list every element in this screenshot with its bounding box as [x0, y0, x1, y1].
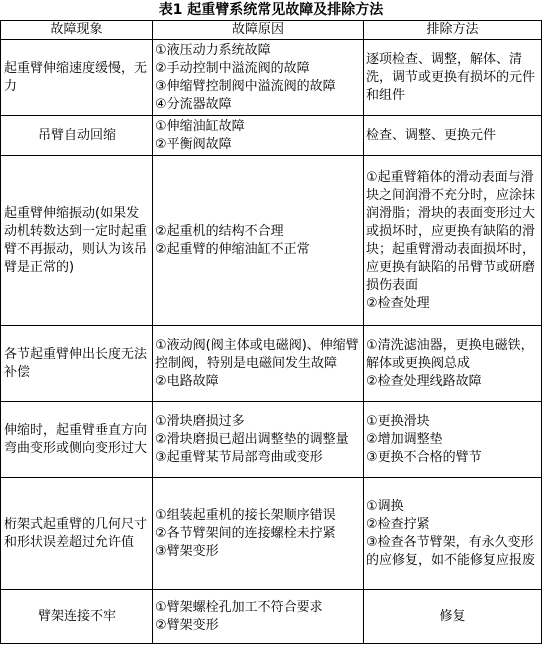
cause-item: ①伸缩油缸故障 — [155, 118, 245, 134]
cause-cell — [153, 402, 364, 478]
header-remedy: 排除方法 — [364, 21, 542, 40]
cause-item: ③起重臂某节局部弯曲或变形 — [155, 449, 323, 465]
symptom-cell: 伸缩时，起重臂垂直方向弯曲变形或侧向变形过大 — [1, 402, 153, 478]
table-row — [1, 40, 542, 116]
cause-cell — [153, 40, 364, 116]
remedy-item: ③检查各节臂架，有永久变形的应修复，如不能修复应报废 — [366, 534, 536, 568]
symptom-cell: 起重臂伸缩振动(如果发动机转数达到一定时起重臂不再振动，则认为该吊臂是正常的) — [1, 156, 153, 326]
symptom-cell: 各节起重臂伸出长度无法补偿 — [1, 326, 153, 402]
header-cause: 故障原因 — [153, 21, 364, 40]
cause-item: ④分流器故障 — [155, 96, 232, 112]
cause-item: ①滑块磨损过多 — [155, 413, 245, 429]
remedy-cell — [364, 156, 542, 326]
fault-table — [0, 20, 542, 644]
remedy-cell — [364, 402, 542, 478]
cause-item: ②手动控制中溢流阀的故障 — [155, 60, 310, 76]
remedy-item: 检查、调整、更换元件 — [366, 127, 497, 143]
remedy-item: ②检查处理 — [366, 295, 430, 311]
table-row — [1, 156, 542, 326]
remedy-item: ②增加调整垫 — [366, 431, 443, 447]
cause-cell — [153, 156, 364, 326]
cause-item: ①组装起重机的接长架顺序错误 — [155, 507, 336, 523]
table-row — [1, 116, 542, 156]
cause-item: ②平衡阀故障 — [155, 136, 232, 152]
table-title: 表1 起重臂系统常见故障及排除方法 — [158, 2, 384, 18]
table-row — [1, 590, 542, 644]
cause-item: ②电路故障 — [155, 373, 219, 389]
cause-item: ②各节臂架间的连接螺栓未拧紧 — [155, 525, 336, 541]
symptom-cell: 起重臂伸缩速度缓慢，无力 — [1, 40, 153, 116]
symptom-cell: 吊臂自动回缩 — [1, 116, 153, 156]
table-row — [1, 478, 542, 590]
symptom-cell: 臂架连接不牢 — [1, 590, 153, 644]
remedy-item: 逐项检查、调整，解体、清洗，调节或更换有损坏的元件和组件 — [366, 51, 536, 103]
cause-item: ②滑块磨损已超出调整垫的调整量 — [155, 431, 349, 447]
remedy-cell — [364, 40, 542, 116]
remedy-cell — [364, 326, 542, 402]
cause-item: ①液压动力系统故障 — [155, 42, 271, 58]
cause-item: ③伸缩臂控制阀中溢流阀的故障 — [155, 78, 336, 94]
remedy-cell — [364, 478, 542, 590]
header-row — [1, 21, 542, 40]
cause-cell — [153, 116, 364, 156]
table-row — [1, 326, 542, 402]
symptom-cell: 桁架式起重臂的几何尺寸和形状误差超过允许值 — [1, 478, 153, 590]
header-symptom: 故障现象 — [1, 21, 153, 40]
cause-cell — [153, 478, 364, 590]
remedy-item: ①调换 — [366, 498, 404, 514]
cause-item: ②起重机的结构不合理 — [155, 223, 284, 239]
table-row — [1, 402, 542, 478]
cause-cell — [153, 326, 364, 402]
remedy-cell — [364, 116, 542, 156]
remedy-item: ①清洗滤油器，更换电磁铁，解体或更换阀总成 — [366, 337, 534, 371]
cause-item: ①液动阀(阀主体或电磁阀)、伸缩臂控制阀，特别是电磁间发生故障 — [155, 337, 359, 371]
remedy-item: 修复 — [439, 608, 466, 624]
remedy-item: ③更换不合格的臂节 — [366, 449, 482, 465]
remedy-cell — [364, 590, 542, 644]
cause-item: ②臂架变形 — [155, 617, 219, 633]
cause-cell — [153, 590, 364, 644]
remedy-item: ①更换滑块 — [366, 413, 430, 429]
cause-item: ③臂架变形 — [155, 543, 219, 559]
cause-item: ①臂架螺栓孔加工不符合要求 — [155, 599, 323, 615]
remedy-item: ①起重臂箱体的滑动表面与滑块之间润滑不充分时，应涂抹润滑脂；滑块的表面变形过大或损坏时，应更换有缺陷的滑块；起重臂滑动表面损坏时，应更换有缺陷的吊臂节或研磨损伤表面 — [366, 169, 536, 293]
cause-item: ②起重臂的伸缩油缸不正常 — [155, 241, 310, 257]
remedy-item: ②检查拧紧 — [366, 516, 430, 532]
remedy-item: ②检查处理线路故障 — [366, 373, 482, 389]
